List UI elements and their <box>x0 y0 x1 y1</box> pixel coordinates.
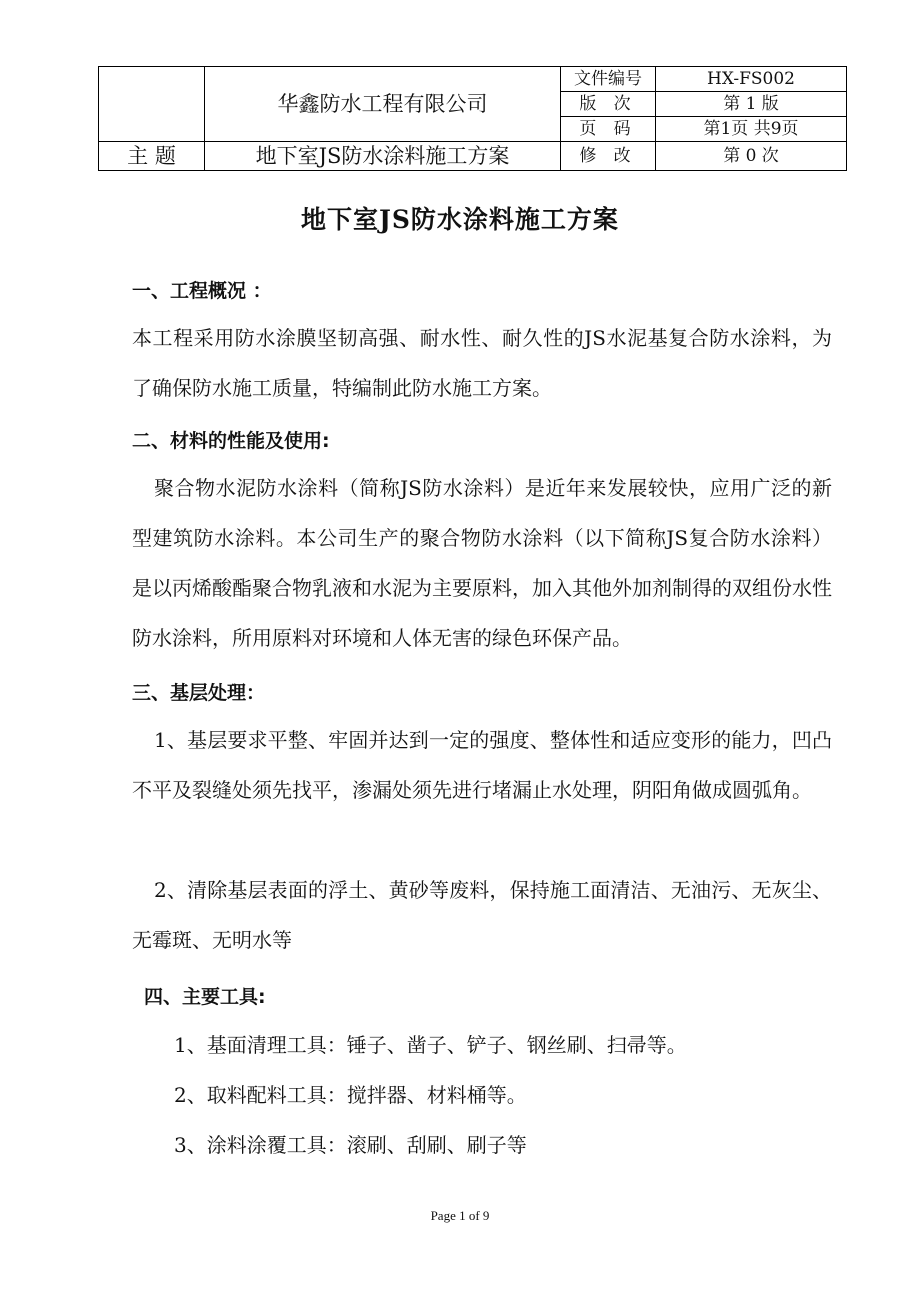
file-number-value: HX-FS002 <box>656 67 847 92</box>
topic-label: 主 题 <box>99 142 205 171</box>
edition-value: 第 1 版 <box>656 92 847 117</box>
section-overview-text: 本工程采用防水涂膜坚韧高强、耐水性、耐久性的JS水泥基复合防水涂料，为了确保防水施工质量，特编制此防水施工方案。 <box>132 326 832 400</box>
section-tools-heading: 四、主要工具: <box>144 986 266 1008</box>
section-materials-text: 聚合物水泥防水涂料（简称JS防水涂料）是近年来发展较快，应用广泛的新型建筑防水涂料。本公司生产的聚合物防水涂料（以下简称JS复合防水涂料）是以丙烯酸酯聚合物乳液和水泥为主要原料，加入其他外加剂制得的双组份水性防水涂料，所用原料对环境和人体无害的绿色环保产品。 <box>132 476 832 650</box>
section-base-item-2: 2、清除基层表面的浮土、黄砂等废料，保持施工面清洁、无油污、无灰尘、无霉斑、无明水等 <box>132 878 832 952</box>
revision-value: 第 0 次 <box>656 142 847 171</box>
section-materials-heading: 二、材料的性能及使用: <box>132 430 330 452</box>
section-tools-item-2: 2、取料配料工具：搅拌器、材料桶等。 <box>174 1083 527 1107</box>
section-tools-item-1: 1、基面清理工具：锤子、凿子、铲子、钢丝刷、扫帚等。 <box>174 1033 687 1057</box>
page-value: 第1页 共9页 <box>656 117 847 142</box>
section-base-item-1: 1、基层要求平整、牢固并达到一定的强度、整体性和适应变形的能力，凹凸不平及裂缝处须先找平，渗漏处须先进行堵漏止水处理，阴阳角做成圆弧角。 <box>132 728 832 802</box>
logo-cell <box>99 67 205 142</box>
section-overview-heading: 一、工程概况 ： <box>132 280 272 302</box>
revision-label: 修 改 <box>561 142 656 171</box>
topic-value: 地下室JS防水涂料施工方案 <box>205 142 561 171</box>
section-tools-item-3: 3、涂料涂覆工具：滚刷、刮刷、刷子等 <box>174 1133 527 1157</box>
document-header-table <box>98 66 847 171</box>
page-label: 页 码 <box>561 117 656 142</box>
file-number-label: 文件编号 <box>561 67 656 92</box>
section-base-heading: 三、基层处理： <box>132 682 266 704</box>
edition-label: 版 次 <box>561 92 656 117</box>
document-title: 地下室JS防水涂料施工方案 <box>301 205 619 234</box>
page-footer: Page 1 of 9 <box>430 1208 490 1223</box>
company-name: 华鑫防水工程有限公司 <box>205 67 561 142</box>
